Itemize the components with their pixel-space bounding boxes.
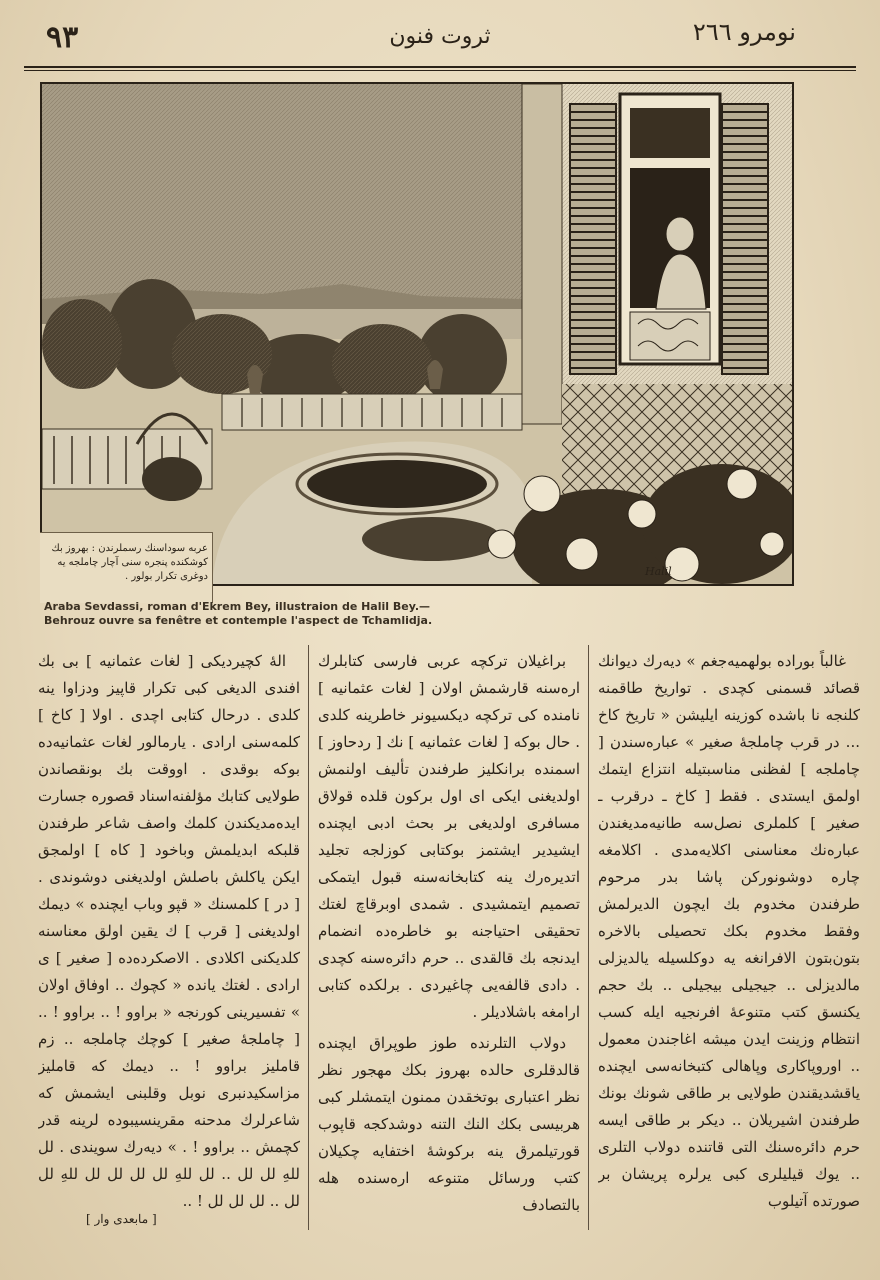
header-rule	[24, 66, 856, 68]
column-divider	[308, 645, 309, 1230]
engraving-illustration	[40, 82, 794, 586]
continued-note: [ مابعدی وار ]	[86, 1212, 157, 1226]
page-header	[24, 14, 856, 70]
paragraph: براغیلان تركچه عربی فارسی كتابلرك اره‌سنه قارشمش اولان [ لغات عثمانیه ] نامنده كی تركچه دیكسیونر خاطرینه كلدی . حال بوكه [ لغات عثمانیه ] نك [ ردحاوز ] اسمنده برانكلیز طرفندن تألیف اولنمش اولدیغنی ایكی ای اول بركون قلده قولاق مسافری اولدیغی بر بحث ادبی ایچنده ایشیدیر ایشتمز بوكتابی كوزلجه تجلید اتدیره‌رك ینه كتابخانه‌سنه قبول ایتمكی تصمیم ایتمشیدی . شمدی اوبرقاچ لغتك تحقیقی احتیاجنه بو خاطره‌ده انضمام ایدنجه بك قالقدی .. حرم دائره‌سنه كچدی . دادی قالفه‌یی چاغیردی . برلكده كتابی ارامغه باشلادیلر .	[318, 652, 580, 1021]
caption-french: Araba Sevdassi, roman d'Ekrem Bey, illustraion de Halil Bey.— Behrouz ouvre sa fenêtre et contemple l'aspect de Tchamlidja.	[44, 600, 433, 627]
page-number: ۹۳	[46, 20, 79, 55]
paragraph: غالباً بوراده بولهمیه‌جغم » دیه‌رك دیوانك قصائد قسمنی كچدی . تواریخ طاقمنه كلنجه نا باشده كوزینه ایلیشن « تاریخ كاخ ... در قرب چاملجهٔ صغیر » عباره‌سندن [ چاملجه ] لفظنی مناسبتیله انتزاع ایتمك اولمق ایستدی . فقط [ كاخ ـ درقرب ـ صغیر ] كلملری نصل‌سه طانیه‌مدیغندن عباره‌نك معناسنی اكلایه‌مدی . اكلامغه چاره دوشونوركن پاشا بدر مرحوم طرفندن مخدوم بك ایچون الدیرلمش وفقط مخدوم بكك تحصیلی بالاخره بتون‌بتون الافرانغه یه دوكلسیله یالدیزلی مالدیزلی .. جیجیلی بیجیلی .. بك حجم یكنسق كتب متنوعهٔ افرنجیه ایله كسب انتظام وزینت ایدن میشه اغاجندن معمول .. اوروپاكاری وپاهالی كتبخانه‌سی ایچنده یاقشدیقندن طولایی بر طاقی شونك بونك طرفندن اشیریلان .. دیكر بر طاقی ایسه حرم دائره‌سنك التی قاتنده دولاب التلری .. یوك قیلیلری كبی یرلره پریشان بر صورتده آتیلوب	[598, 652, 860, 1210]
text-column-middle	[318, 648, 580, 1238]
column-divider	[588, 645, 589, 1230]
artist-signature: Halil	[645, 565, 672, 578]
issue-number: نومرو ۲٦٦	[692, 18, 796, 46]
paragraph: الهٔ كچیردیكی [ لغات عثمانیه ] بی بك افندی الدیغی كبی تكرار قاپیز ودزاوا ینه كلدی . درحال كتابی اچدی . اولا [ كاخ ] كلمه‌سنی ارادی . یارمالور لغات عثمانیه‌ده بوكه بوقدی . اووقت بك بونقصاندن طولایی كتابك مؤلفنه‌اسناد قصوره جسارت ایده‌مدیكندن كلمك واصف شاعر طرفندن قلبكه ابدیلمش وباخود [ كاه ] اولمجق ایكن یاكلش باصلش اولدیغنی دوشوندی . [ در ] كلمسنك « قپو وباب ایچنده » دیمك اولدیغنی [ قرب ] ك یقین اولق معناسنه كلدیكنی اكلادی . الاصكرده‌ده [ صغیر ] ی ارادی . لغتك یانده « كچوك .. اوفاق اولان » تفسیرینی كورنجه « براوو ! .. براوو ! .. [ چاملجهٔ صغیر ] كوچك چاملجه .. زم قاملیز براوو ! .. دیمك كه قاملیز مزاسكیدنبری نوبل وقلبنی ایشمش كه شاعرلرك مدحنه‌ مقرینسیبوده لرینه قدر كچمش .. براوو ! . » دیه‌رك سویندی . لل للهِ لل لل .. لل للهِ لل لل لل لل للهِ لل لل .. لل لل لل ! ..	[38, 652, 300, 1210]
header-rule-thin	[24, 70, 856, 71]
garden-pavilion-engraving	[42, 84, 792, 584]
text-column-left	[38, 648, 300, 1238]
masthead-title: ثروت فنون	[389, 24, 491, 49]
caption-ottoman: عربه سوداسنك رسملرندن : بهروز بك كوشكنده پنجره سنی آچار چاملجه یه دوغری تكرار بولور .	[51, 543, 208, 582]
text-column-right	[598, 648, 860, 1238]
paragraph: دولاب التلرنده طوز طوپراق ایچنده قالدقلری حالده بهروز بكك مهجور نظر نظر اعتباری بوتخقدن ممنون ایتمشلر كبی هربیسی بكك النك التنه دوشدكجه قاپوب قورتیلمرق ینه بركوشهٔ اختفایه چكیلان كتب ورسائل متنوعه اره‌سنده هله بالتصادف	[318, 1034, 580, 1214]
